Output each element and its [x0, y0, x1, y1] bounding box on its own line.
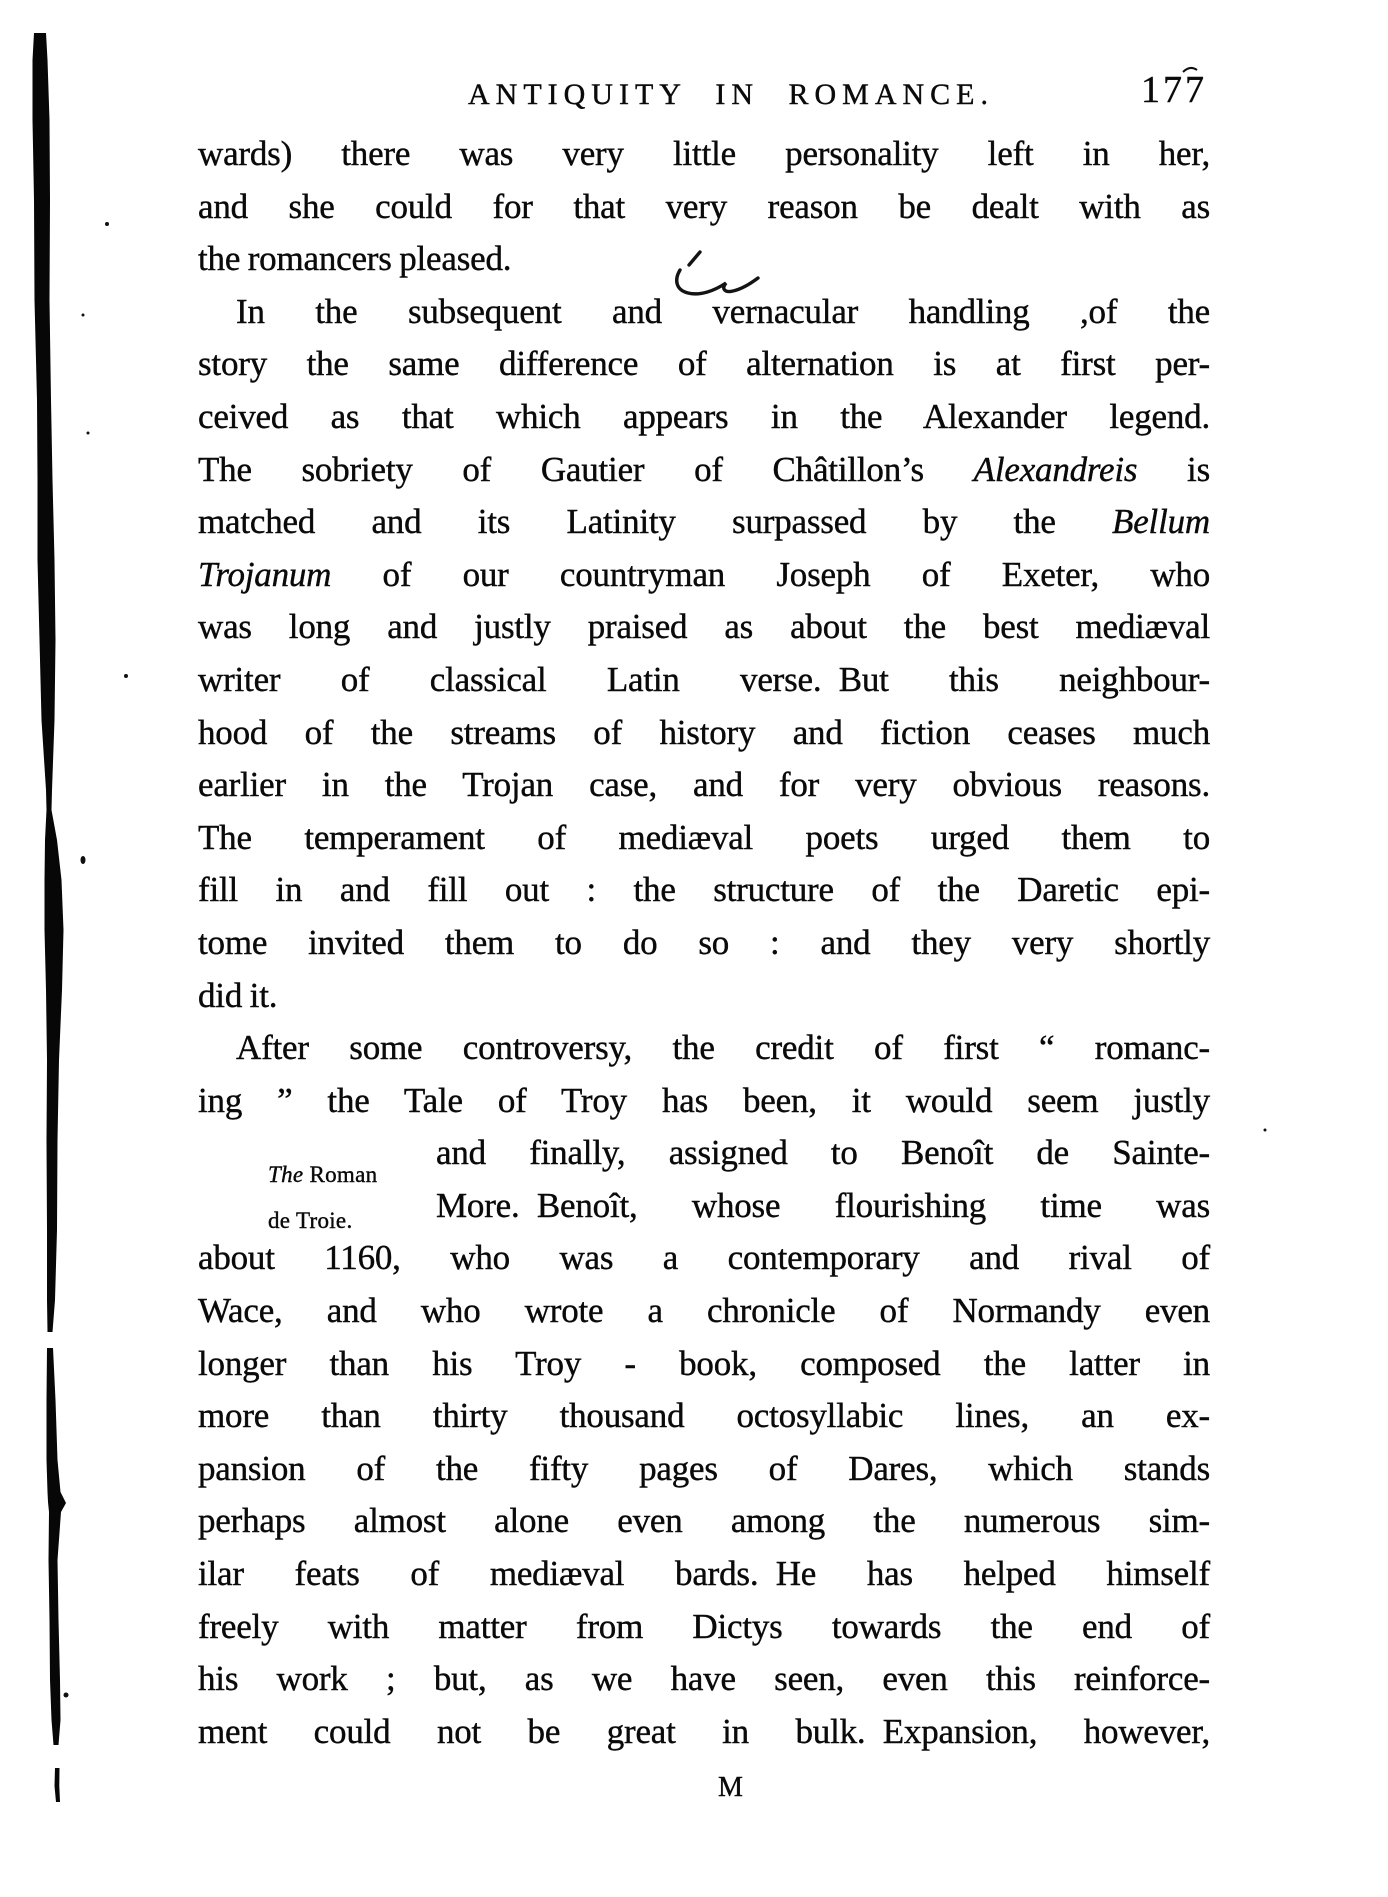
page-number: 177 [1141, 69, 1207, 111]
text-line: story the same difference of alternation is at first per- [198, 344, 1210, 384]
ink-speck [105, 222, 109, 226]
margin-note [268, 1152, 377, 1244]
ink-speck [87, 432, 90, 435]
text-line: After some controversy, the credit of first “ romanc- [236, 1028, 1210, 1068]
text-line: ment could not be great in bulk. Expansion, however, [198, 1711, 1210, 1751]
text-line: The sobriety of Gautier of Châtillon’s Alexandreis is [198, 449, 1210, 489]
ink-speck [64, 1693, 69, 1698]
text-line: ilar feats of mediæval bards. He has helped himself [198, 1554, 1210, 1594]
signature-mark: M [718, 1772, 744, 1803]
margin-note-italic: The [268, 1162, 304, 1187]
text-line: and finally, assigned to Benoît de Sainte- [436, 1133, 1210, 1173]
text-line: did it. [198, 975, 278, 1015]
text-line: tome invited them to do so : and they very shortly [198, 922, 1210, 962]
margin-note-rest: Roman [303, 1162, 378, 1187]
text-line: earlier in the Trojan case, and for very obvious reasons. [198, 765, 1210, 805]
text-line: longer than his Troy - book, composed the latter in [198, 1343, 1210, 1383]
text-line: and she could for that very reason be dealt with as [198, 186, 1210, 226]
text-line: about 1160, who was a contemporary and rival of [198, 1238, 1210, 1278]
margin-note-line: de Troie. [268, 1208, 353, 1233]
text-line: Trojanum of our countryman Joseph of Exeter, who [198, 554, 1210, 594]
ink-speck [81, 856, 86, 864]
running-header: ANTIQUITY IN ROMANCE. [467, 78, 994, 111]
text-line: was long and justly praised as about the best mediæval [198, 607, 1210, 647]
pen-mark-annotation [672, 246, 764, 306]
ink-speck [1264, 1129, 1267, 1132]
text-line: fill in and fill out : the structure of the Daretic epi- [198, 870, 1210, 910]
text-line: his work ; but, as we have seen, even this reinforce- [198, 1659, 1210, 1699]
margin-note-line [268, 1152, 377, 1198]
body-text [198, 128, 1210, 1758]
text-line: ceived as that which appears in the Alexander legend. [198, 396, 1210, 436]
text-line: matched and its Latinity surpassed by the Bellum [198, 502, 1210, 542]
text-line: wards) there was very little personality left in her, [198, 134, 1210, 173]
text-line: More. Benoît, whose flourishing time was [436, 1185, 1210, 1225]
text-line: hood of the streams of history and fiction ceases much [198, 712, 1210, 752]
text-line: writer of classical Latin verse. But this neighbour- [198, 659, 1210, 699]
text-line: more than thirty thousand octosyllabic lines, an ex- [198, 1396, 1210, 1436]
ink-speck [124, 674, 128, 678]
text-line: Wace, and who wrote a chronicle of Normandy even [198, 1291, 1210, 1331]
text-line: The temperament of mediæval poets urged them to [198, 817, 1210, 857]
text-line: ing ” the Tale of Troy has been, it would seem justly [198, 1080, 1210, 1120]
text-line: perhaps almost alone even among the numerous sim- [198, 1501, 1210, 1541]
text-line: pansion of the fifty pages of Dares, which stands [198, 1448, 1210, 1488]
ink-speck [82, 314, 85, 317]
text-line: freely with matter from Dictys towards the end of [198, 1606, 1210, 1646]
text-line: the romancers pleased. [198, 239, 512, 279]
text-line: In the subsequent and vernacular handling ,of the [236, 291, 1210, 331]
